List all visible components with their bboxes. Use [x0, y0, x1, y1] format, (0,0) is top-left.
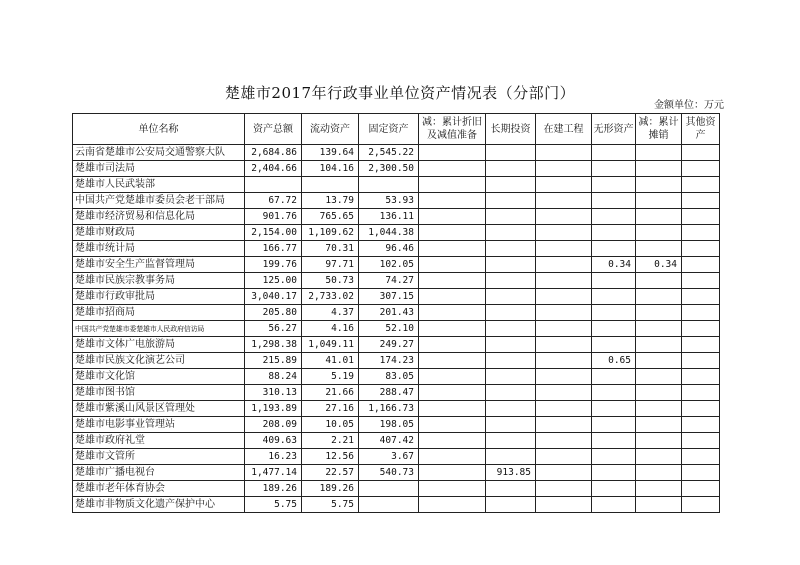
table-body: [73, 145, 720, 513]
value-cell: 10.05: [302, 417, 359, 433]
table-row: [73, 161, 720, 177]
value-cell: [682, 385, 720, 401]
value-cell: [486, 433, 536, 449]
value-cell: [636, 353, 682, 369]
value-cell: [682, 417, 720, 433]
header-current-assets: 流动资产: [302, 114, 359, 145]
value-cell: 199.76: [245, 257, 302, 273]
value-cell: [636, 417, 682, 433]
header-long-term-investment: 长期投资: [486, 114, 536, 145]
value-cell: [419, 289, 486, 305]
value-cell: [536, 497, 592, 513]
value-cell: 139.64: [302, 145, 359, 161]
value-cell: [682, 257, 720, 273]
value-cell: [486, 449, 536, 465]
table-row: [73, 209, 720, 225]
value-cell: 16.23: [245, 449, 302, 465]
value-cell: [592, 481, 636, 497]
table-row: [73, 401, 720, 417]
value-cell: 70.31: [302, 241, 359, 257]
value-cell: [636, 321, 682, 337]
value-cell: 125.00: [245, 273, 302, 289]
value-cell: 1,044.38: [359, 225, 419, 241]
value-cell: [536, 465, 592, 481]
value-cell: [682, 321, 720, 337]
value-cell: [536, 385, 592, 401]
unit-name-cell: 楚雄市安全生产监督管理局: [73, 257, 245, 273]
unit-name-cell: 楚雄市文化馆: [73, 369, 245, 385]
value-cell: [636, 209, 682, 225]
value-cell: [682, 449, 720, 465]
value-cell: [682, 161, 720, 177]
value-cell: [486, 177, 536, 193]
value-cell: 1,049.11: [302, 337, 359, 353]
value-cell: [419, 417, 486, 433]
table-row: [73, 369, 720, 385]
value-cell: 2.21: [302, 433, 359, 449]
unit-name-cell: 楚雄市财政局: [73, 225, 245, 241]
value-cell: 96.46: [359, 241, 419, 257]
value-cell: [486, 369, 536, 385]
unit-label: 金额单位：万元: [654, 100, 724, 111]
value-cell: [592, 385, 636, 401]
unit-name-cell: 楚雄市人民武装部: [73, 177, 245, 193]
value-cell: 2,684.86: [245, 145, 302, 161]
table-row: [73, 225, 720, 241]
table-header-row: [73, 114, 720, 145]
value-cell: [592, 401, 636, 417]
table-row: [73, 193, 720, 209]
value-cell: [682, 433, 720, 449]
unit-name-cell: 楚雄市民族宗教事务局: [73, 273, 245, 289]
value-cell: [419, 273, 486, 289]
table-row: [73, 241, 720, 257]
value-cell: [302, 177, 359, 193]
table-row: [73, 305, 720, 321]
value-cell: [592, 225, 636, 241]
unit-name-cell: 云南省楚雄市公安局交通警察大队: [73, 145, 245, 161]
value-cell: [419, 353, 486, 369]
value-cell: [419, 497, 486, 513]
value-cell: [592, 145, 636, 161]
value-cell: [486, 289, 536, 305]
value-cell: [592, 321, 636, 337]
value-cell: [419, 241, 486, 257]
value-cell: [486, 209, 536, 225]
value-cell: [419, 449, 486, 465]
value-cell: [592, 465, 636, 481]
value-cell: [682, 481, 720, 497]
value-cell: 0.34: [592, 257, 636, 273]
value-cell: 205.80: [245, 305, 302, 321]
value-cell: 21.66: [302, 385, 359, 401]
value-cell: [486, 481, 536, 497]
table-row: [73, 289, 720, 305]
value-cell: [592, 241, 636, 257]
value-cell: [419, 209, 486, 225]
header-depreciation: 减：累计折旧及减值准备: [419, 114, 486, 145]
value-cell: [592, 417, 636, 433]
value-cell: [486, 305, 536, 321]
value-cell: [419, 337, 486, 353]
header-intangible-assets: 无形资产: [592, 114, 636, 145]
value-cell: 5.75: [302, 497, 359, 513]
asset-table: [72, 113, 720, 513]
table-row: [73, 177, 720, 193]
value-cell: [536, 289, 592, 305]
value-cell: [419, 401, 486, 417]
value-cell: [536, 433, 592, 449]
value-cell: [636, 385, 682, 401]
value-cell: [419, 225, 486, 241]
value-cell: 901.76: [245, 209, 302, 225]
value-cell: 1,166.73: [359, 401, 419, 417]
table-row: [73, 337, 720, 353]
value-cell: [592, 433, 636, 449]
value-cell: [636, 449, 682, 465]
value-cell: [486, 385, 536, 401]
value-cell: [359, 497, 419, 513]
value-cell: 407.42: [359, 433, 419, 449]
value-cell: [636, 193, 682, 209]
value-cell: [486, 145, 536, 161]
value-cell: 288.47: [359, 385, 419, 401]
table-row: [73, 481, 720, 497]
value-cell: [536, 305, 592, 321]
value-cell: [419, 321, 486, 337]
value-cell: [682, 193, 720, 209]
value-cell: 56.27: [245, 321, 302, 337]
unit-name-cell: 楚雄市图书馆: [73, 385, 245, 401]
value-cell: [636, 177, 682, 193]
value-cell: [536, 177, 592, 193]
value-cell: 189.26: [245, 481, 302, 497]
value-cell: 13.79: [302, 193, 359, 209]
value-cell: 5.19: [302, 369, 359, 385]
value-cell: [536, 449, 592, 465]
page-title: 楚雄市2017年行政事业单位资产情况表（分部门）: [224, 84, 576, 102]
unit-name-cell: 楚雄市电影事业管理站: [73, 417, 245, 433]
value-cell: 913.85: [486, 465, 536, 481]
value-cell: [682, 209, 720, 225]
unit-name-cell: 中国共产党楚雄市委员会老干部局: [73, 193, 245, 209]
header-total-assets: 资产总额: [245, 114, 302, 145]
value-cell: [536, 225, 592, 241]
value-cell: 5.75: [245, 497, 302, 513]
value-cell: [536, 273, 592, 289]
header-amortization: 减：累计摊销: [636, 114, 682, 145]
value-cell: [592, 273, 636, 289]
value-cell: 166.77: [245, 241, 302, 257]
value-cell: 2,300.50: [359, 161, 419, 177]
unit-name-cell: 楚雄市紫溪山风景区管理处: [73, 401, 245, 417]
value-cell: [419, 385, 486, 401]
unit-name-cell: 楚雄市非物质文化遗产保护中心: [73, 497, 245, 513]
unit-name-cell: 中国共产党楚雄市委楚雄市人民政府信访局: [73, 321, 245, 337]
value-cell: 74.27: [359, 273, 419, 289]
value-cell: [636, 433, 682, 449]
value-cell: [592, 337, 636, 353]
value-cell: [682, 369, 720, 385]
value-cell: 201.43: [359, 305, 419, 321]
header-other-assets: 其他资产: [682, 114, 720, 145]
value-cell: [419, 481, 486, 497]
value-cell: [592, 161, 636, 177]
table-row: [73, 465, 720, 481]
value-cell: 310.13: [245, 385, 302, 401]
value-cell: 67.72: [245, 193, 302, 209]
value-cell: 189.26: [302, 481, 359, 497]
value-cell: [636, 241, 682, 257]
value-cell: [419, 369, 486, 385]
value-cell: [419, 257, 486, 273]
value-cell: [245, 177, 302, 193]
table-row: [73, 257, 720, 273]
value-cell: 27.16: [302, 401, 359, 417]
value-cell: 249.27: [359, 337, 419, 353]
value-cell: 1,477.14: [245, 465, 302, 481]
value-cell: 540.73: [359, 465, 419, 481]
value-cell: 765.65: [302, 209, 359, 225]
value-cell: [682, 225, 720, 241]
value-cell: [636, 289, 682, 305]
table-row: [73, 417, 720, 433]
value-cell: 50.73: [302, 273, 359, 289]
unit-name-cell: 楚雄市老年体育协会: [73, 481, 245, 497]
table-row: [73, 145, 720, 161]
value-cell: [636, 225, 682, 241]
value-cell: [419, 465, 486, 481]
value-cell: [682, 497, 720, 513]
value-cell: [682, 145, 720, 161]
value-cell: [536, 337, 592, 353]
value-cell: 52.10: [359, 321, 419, 337]
value-cell: [419, 433, 486, 449]
value-cell: [536, 257, 592, 273]
value-cell: 22.57: [302, 465, 359, 481]
value-cell: 0.65: [592, 353, 636, 369]
value-cell: 307.15: [359, 289, 419, 305]
value-cell: [486, 241, 536, 257]
value-cell: 215.89: [245, 353, 302, 369]
value-cell: 12.56: [302, 449, 359, 465]
value-cell: [536, 401, 592, 417]
unit-name-cell: 楚雄市广播电视台: [73, 465, 245, 481]
value-cell: [636, 465, 682, 481]
value-cell: [682, 305, 720, 321]
value-cell: [592, 369, 636, 385]
value-cell: 0.34: [636, 257, 682, 273]
unit-name-cell: 楚雄市民族文化演艺公司: [73, 353, 245, 369]
value-cell: [636, 497, 682, 513]
value-cell: [592, 449, 636, 465]
unit-name-cell: 楚雄市司法局: [73, 161, 245, 177]
value-cell: [486, 337, 536, 353]
value-cell: [682, 353, 720, 369]
value-cell: [486, 321, 536, 337]
value-cell: [592, 305, 636, 321]
value-cell: 4.37: [302, 305, 359, 321]
value-cell: [419, 193, 486, 209]
value-cell: [536, 241, 592, 257]
header-name: 单位名称: [73, 114, 245, 145]
value-cell: 2,404.66: [245, 161, 302, 177]
value-cell: [682, 401, 720, 417]
value-cell: [636, 161, 682, 177]
value-cell: 1,298.38: [245, 337, 302, 353]
value-cell: [682, 465, 720, 481]
value-cell: 198.05: [359, 417, 419, 433]
value-cell: [636, 481, 682, 497]
value-cell: 3.67: [359, 449, 419, 465]
value-cell: 97.71: [302, 257, 359, 273]
value-cell: [592, 193, 636, 209]
value-cell: 4.16: [302, 321, 359, 337]
unit-name-cell: 楚雄市文体广电旅游局: [73, 337, 245, 353]
value-cell: [486, 497, 536, 513]
value-cell: 104.16: [302, 161, 359, 177]
value-cell: [592, 497, 636, 513]
value-cell: 174.23: [359, 353, 419, 369]
table-row: [73, 449, 720, 465]
value-cell: [486, 401, 536, 417]
value-cell: 208.09: [245, 417, 302, 433]
value-cell: [682, 337, 720, 353]
value-cell: 3,040.17: [245, 289, 302, 305]
value-cell: 409.63: [245, 433, 302, 449]
value-cell: [419, 177, 486, 193]
value-cell: [419, 145, 486, 161]
value-cell: [536, 369, 592, 385]
value-cell: [592, 289, 636, 305]
table-row: [73, 385, 720, 401]
header-fixed-assets: 固定资产: [359, 114, 419, 145]
value-cell: [636, 401, 682, 417]
value-cell: 88.24: [245, 369, 302, 385]
unit-name-cell: 楚雄市统计局: [73, 241, 245, 257]
value-cell: [682, 177, 720, 193]
value-cell: [536, 321, 592, 337]
value-cell: [359, 481, 419, 497]
value-cell: [636, 145, 682, 161]
value-cell: [636, 273, 682, 289]
value-cell: [419, 161, 486, 177]
value-cell: [486, 417, 536, 433]
value-cell: [682, 241, 720, 257]
value-cell: 2,545.22: [359, 145, 419, 161]
table-row: [73, 353, 720, 369]
value-cell: 136.11: [359, 209, 419, 225]
value-cell: [636, 337, 682, 353]
unit-name-cell: 楚雄市行政审批局: [73, 289, 245, 305]
unit-name-cell: 楚雄市经济贸易和信息化局: [73, 209, 245, 225]
table-row: [73, 497, 720, 513]
value-cell: [536, 209, 592, 225]
value-cell: [636, 305, 682, 321]
value-cell: [486, 257, 536, 273]
header-construction: 在建工程: [536, 114, 592, 145]
value-cell: 41.01: [302, 353, 359, 369]
value-cell: 2,154.00: [245, 225, 302, 241]
unit-name-cell: 楚雄市文管所: [73, 449, 245, 465]
value-cell: [536, 145, 592, 161]
value-cell: [536, 481, 592, 497]
value-cell: 102.05: [359, 257, 419, 273]
value-cell: [486, 353, 536, 369]
value-cell: [536, 193, 592, 209]
unit-name-cell: 楚雄市招商局: [73, 305, 245, 321]
value-cell: 1,109.62: [302, 225, 359, 241]
table-row: [73, 433, 720, 449]
value-cell: [592, 177, 636, 193]
table-row: [73, 273, 720, 289]
value-cell: [682, 289, 720, 305]
value-cell: [486, 193, 536, 209]
value-cell: 1,193.89: [245, 401, 302, 417]
table-row: [73, 321, 720, 337]
value-cell: [486, 225, 536, 241]
value-cell: [592, 209, 636, 225]
value-cell: [536, 353, 592, 369]
value-cell: [486, 161, 536, 177]
value-cell: [419, 305, 486, 321]
value-cell: [486, 273, 536, 289]
value-cell: [682, 273, 720, 289]
unit-name-cell: 楚雄市政府礼堂: [73, 433, 245, 449]
value-cell: 53.93: [359, 193, 419, 209]
value-cell: [536, 417, 592, 433]
value-cell: [636, 369, 682, 385]
value-cell: [536, 161, 592, 177]
value-cell: 83.05: [359, 369, 419, 385]
value-cell: 2,733.02: [302, 289, 359, 305]
value-cell: [359, 177, 419, 193]
